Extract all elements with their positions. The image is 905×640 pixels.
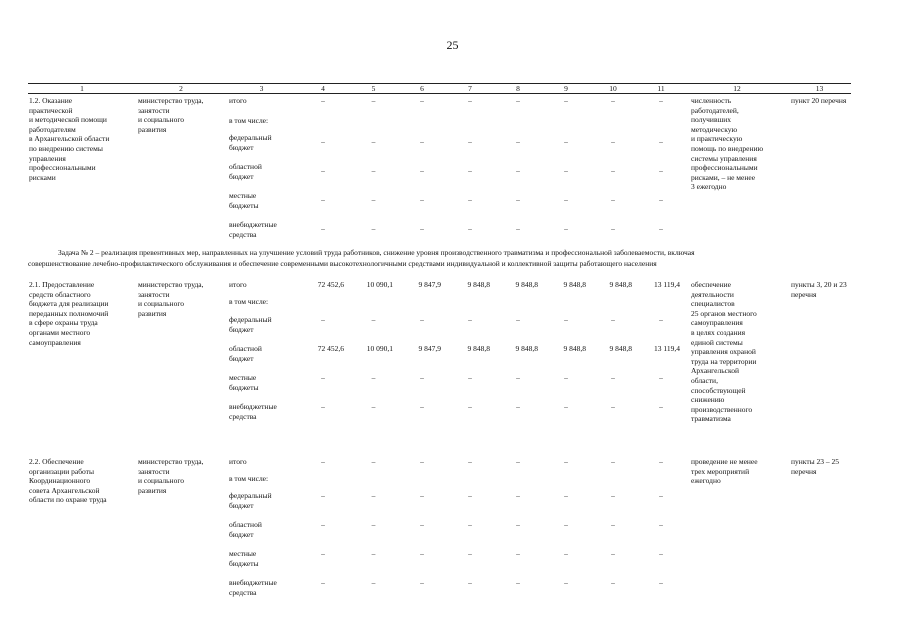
row-1-2-extra-col-9: – bbox=[564, 224, 568, 233]
row-2-2-name: организации работы bbox=[29, 466, 95, 476]
column-header-6: 6 bbox=[420, 84, 424, 93]
row-2-1-regional-col-6: 9 847,9 bbox=[418, 344, 441, 353]
row-2-1-federal-col-6: – bbox=[420, 315, 424, 324]
row-2-1-result: области, bbox=[691, 376, 718, 385]
row-1-2-label-local-2: бюджеты bbox=[229, 200, 259, 210]
row-2-1-result: специалистов bbox=[691, 299, 735, 309]
row-2-1-reference: перечня bbox=[791, 289, 817, 299]
row-2-1-name: 2.1. Предоставление bbox=[29, 280, 95, 289]
row-1-2-total-col-6: – bbox=[420, 96, 424, 105]
row-2-1-extra-col-4: – bbox=[321, 402, 325, 411]
row-2-1-local-col-10: – bbox=[611, 373, 615, 382]
row-2-1-total-col-4: 72 452,6 bbox=[317, 280, 344, 289]
row-1-2-total-col-9: – bbox=[564, 96, 568, 105]
row-2-2-label-extra: внебюджетные bbox=[229, 578, 277, 587]
row-2-2-result: ежегодно bbox=[691, 476, 721, 486]
row-2-2-total-col-10: – bbox=[611, 457, 615, 466]
task-2-heading bbox=[28, 247, 851, 269]
row-1-2-regional-col-4: – bbox=[321, 166, 325, 175]
row-2-1-extra-col-9: – bbox=[564, 402, 568, 411]
row-2-1-executor: занятости bbox=[138, 289, 170, 299]
row-2-2-federal-col-8: – bbox=[516, 491, 520, 500]
row-2-2-label-regional-2: бюджет bbox=[229, 529, 254, 539]
row-1-2-total-col-7: – bbox=[468, 96, 472, 105]
row-2-1-label-total: итого bbox=[229, 280, 247, 289]
row-2-2-total-col-5: – bbox=[371, 457, 376, 466]
row-2-2-result: трех мероприятий bbox=[691, 466, 750, 476]
row-2-1-reference: пункты 3, 20 и 23 bbox=[791, 280, 847, 289]
row-2-1-local-col-5: – bbox=[371, 373, 376, 382]
row-2-1-regional-col-4: 72 452,6 bbox=[317, 344, 344, 353]
column-header-13: 13 bbox=[815, 84, 824, 93]
row-1-2-extra-col-11: – bbox=[659, 224, 663, 233]
row-2-1-result: деятельности bbox=[691, 289, 734, 299]
row-1-2-federal-col-4: – bbox=[321, 137, 325, 146]
row-1-2-label-regional-2: бюджет bbox=[229, 171, 254, 181]
row-2-1-extra-col-5: – bbox=[371, 402, 376, 411]
row-2-1-federal-col-11: – bbox=[659, 315, 663, 324]
row-2-2-federal-col-6: – bbox=[420, 491, 424, 500]
task-2-line-1: Задача № 2 – реализация превентивных мер, направленных на улучшение условий труда работников, снижение уровня производственного травматизма и профессиональной заболеваемости, включая bbox=[58, 248, 695, 257]
row-2-1-total-col-8: 9 848,8 bbox=[515, 280, 538, 289]
table-header-divider bbox=[28, 93, 851, 94]
row-2-2-local-col-8: – bbox=[516, 549, 520, 558]
row-1-2-total-col-10: – bbox=[611, 96, 615, 105]
row-1-2-label-incl: в том числе: bbox=[229, 116, 269, 125]
row-1-2-extra-col-10: – bbox=[611, 224, 615, 233]
row-2-2-federal-col-11: – bbox=[659, 491, 663, 500]
row-2-2-local-col-5: – bbox=[371, 549, 376, 558]
row-2-2-extra-col-4: – bbox=[321, 578, 325, 587]
row-2-1-label-regional-2: бюджет bbox=[229, 353, 254, 363]
row-2-2-local-col-6: – bbox=[420, 549, 424, 558]
row-2-2-extra-col-7: – bbox=[468, 578, 472, 587]
row-1-2-regional-col-5: – bbox=[371, 166, 376, 175]
row-1-2-label-extra-2: средства bbox=[229, 229, 257, 239]
column-header-11: 11 bbox=[657, 84, 665, 93]
row-1-2-federal-col-10: – bbox=[611, 137, 615, 146]
row-2-1-regional-col-9: 9 848,8 bbox=[563, 344, 586, 353]
row-1-2-result: численность bbox=[691, 96, 732, 105]
row-1-2-local-col-10: – bbox=[611, 195, 615, 204]
row-2-2-total-col-8: – bbox=[516, 457, 520, 466]
row-1-2-total-col-4: – bbox=[321, 96, 325, 105]
row-1-2-federal-col-9: – bbox=[564, 137, 568, 146]
row-2-1-local-col-11: – bbox=[659, 373, 663, 382]
row-2-2-total-col-4: – bbox=[321, 457, 325, 466]
row-2-1-extra-col-8: – bbox=[516, 402, 520, 411]
row-1-2-regional-col-8: – bbox=[516, 166, 520, 175]
column-header-8: 8 bbox=[516, 84, 520, 93]
row-2-2-regional-col-6: – bbox=[420, 520, 424, 529]
row-2-2-label-extra-2: средства bbox=[229, 587, 257, 597]
row-1-2-federal-col-7: – bbox=[468, 137, 472, 146]
row-1-2-local-col-8: – bbox=[516, 195, 520, 204]
column-header-12: 12 bbox=[733, 84, 741, 93]
row-1-2-label-federal: федеральный bbox=[229, 133, 272, 142]
column-header-9: 9 bbox=[564, 84, 568, 93]
row-2-1-name: органами местного bbox=[29, 328, 91, 337]
row-1-2-regional-col-9: – bbox=[564, 166, 568, 175]
row-1-2-local-col-9: – bbox=[564, 195, 568, 204]
row-1-2-executor: занятости bbox=[138, 105, 170, 115]
row-2-1-result: 25 органов местного bbox=[691, 308, 757, 318]
row-1-2-result: и практическую bbox=[691, 134, 743, 144]
row-2-1-total-col-10: 9 848,8 bbox=[609, 280, 632, 289]
row-1-2-name: практической bbox=[29, 105, 73, 115]
row-1-2-label-regional: областной bbox=[229, 162, 262, 171]
row-2-2-federal-col-4: – bbox=[321, 491, 325, 500]
row-2-2-extra-col-9: – bbox=[564, 578, 568, 587]
row-2-1-result: снижению bbox=[691, 395, 725, 405]
row-2-1-label-local: местные bbox=[229, 373, 257, 382]
row-1-2-label-local: местные bbox=[229, 191, 257, 200]
row-2-2-label-regional: областной bbox=[229, 520, 262, 529]
row-2-2-federal-col-7: – bbox=[468, 491, 472, 500]
row-2-1-result: единой системы bbox=[691, 337, 743, 347]
row-1-2-executor: и социального bbox=[138, 115, 184, 125]
row-2-2-reference: пункты 23 – 25 bbox=[791, 457, 840, 466]
row-2-2-extra-col-10: – bbox=[611, 578, 615, 587]
row-1-2-local-col-11: – bbox=[659, 195, 663, 204]
row-2-2-regional-col-4: – bbox=[321, 520, 325, 529]
row-2-1-result: самоуправления bbox=[691, 318, 743, 328]
column-header-2: 2 bbox=[179, 84, 183, 93]
row-2-1-executor: министерство труда, bbox=[138, 280, 204, 289]
row-2-1-local-col-4: – bbox=[321, 373, 325, 382]
row-1-2-executor: развития bbox=[138, 124, 167, 134]
row-2-2-label-incl: в том числе: bbox=[229, 474, 269, 483]
row-1-2-name: профессиональными bbox=[29, 163, 96, 173]
row-2-2-extra-col-5: – bbox=[371, 578, 376, 587]
row-2-1-federal-col-10: – bbox=[611, 315, 615, 324]
row-2-2-extra-col-6: – bbox=[420, 578, 424, 587]
row-2-1-executor: развития bbox=[138, 308, 167, 318]
row-2-1-result: труда на территории bbox=[691, 356, 757, 366]
row-2-1-federal-col-4: – bbox=[321, 315, 325, 324]
row-2-1-total-col-6: 9 847,9 bbox=[418, 280, 441, 289]
column-header-5: 5 bbox=[371, 84, 376, 93]
row-1-2-federal-col-8: – bbox=[516, 137, 520, 146]
row-1-2-regional-col-7: – bbox=[468, 166, 472, 175]
row-2-1-label-local-2: бюджеты bbox=[229, 382, 259, 392]
row-1-2-label-federal-2: бюджет bbox=[229, 142, 254, 152]
row-2-1-name: самоуправления bbox=[29, 337, 81, 347]
row-2-2-total-col-7: – bbox=[468, 457, 472, 466]
row-1-2-local-col-4: – bbox=[321, 195, 325, 204]
row-2-2-label-federal-2: бюджет bbox=[229, 500, 254, 510]
row-1-2-label-total: итого bbox=[229, 96, 247, 105]
row-2-1-executor: и социального bbox=[138, 299, 184, 309]
row-2-1-federal-col-7: – bbox=[468, 315, 472, 324]
row-1-2-name: рисками bbox=[29, 172, 56, 182]
row-2-1-federal-col-9: – bbox=[564, 315, 568, 324]
row-2-1-local-col-6: – bbox=[420, 373, 424, 382]
row-1-2-extra-col-8: – bbox=[516, 224, 520, 233]
row-1-2-result: работодателей, bbox=[691, 105, 739, 115]
row-1-2-name: и методической помощи bbox=[29, 115, 107, 125]
row-1-2-name: в Архангельской области bbox=[29, 134, 110, 144]
row-2-2-local-col-4: – bbox=[321, 549, 325, 558]
column-header-1: 1 bbox=[80, 84, 84, 93]
row-2-1-label-incl: в том числе: bbox=[229, 297, 269, 306]
row-2-2-regional-col-9: – bbox=[564, 520, 568, 529]
row-2-2-regional-col-5: – bbox=[371, 520, 376, 529]
row-2-1-result: в целях создания bbox=[691, 328, 746, 337]
row-2-2-label-total: итого bbox=[229, 457, 247, 466]
column-header-3: 3 bbox=[259, 84, 264, 93]
row-1-2-result: профессиональными bbox=[691, 163, 758, 173]
row-1-2-reference: пункт 20 перечня bbox=[791, 96, 847, 105]
row-2-1-name: переданных полномочий bbox=[29, 308, 109, 318]
row-2-2-regional-col-7: – bbox=[468, 520, 472, 529]
row-2-1-result: Архангельской bbox=[691, 366, 739, 376]
row-2-2-local-col-11: – bbox=[659, 549, 663, 558]
row-1-2-total-col-5: – bbox=[371, 96, 376, 105]
row-1-2-result: системы управления bbox=[691, 153, 757, 163]
row-2-1-local-col-9: – bbox=[564, 373, 568, 382]
row-1-2-extra-col-5: – bbox=[371, 224, 376, 233]
row-2-1-federal-col-8: – bbox=[516, 315, 520, 324]
row-1-2-name: работодателям bbox=[29, 124, 76, 134]
row-1-2-executor: министерство труда, bbox=[138, 96, 204, 105]
row-1-2-label-extra: внебюджетные bbox=[229, 220, 277, 229]
row-2-1-label-federal: федеральный bbox=[229, 315, 272, 324]
row-2-2-extra-col-8: – bbox=[516, 578, 520, 587]
row-2-2-local-col-10: – bbox=[611, 549, 615, 558]
row-2-1-result: обеспечение bbox=[691, 280, 731, 289]
row-2-1-total-col-9: 9 848,8 bbox=[563, 280, 586, 289]
row-2-1-regional-col-10: 9 848,8 bbox=[609, 344, 632, 353]
row-2-1-regional-col-11: 13 119,4 bbox=[654, 344, 680, 353]
row-1-2-total-col-11: – bbox=[659, 96, 663, 105]
row-2-1-name: в сфере охраны труда bbox=[29, 318, 98, 328]
row-2-1-result: способствующей bbox=[691, 385, 746, 395]
task-2-line-2: совершенствование лечебно-профилактического обслуживания и обеспечение современными высокотехнологичными средствами индивидуальной и коллективной защиты работающего населения bbox=[28, 259, 657, 268]
row-1-2-total-col-8: – bbox=[516, 96, 520, 105]
row-2-2-federal-col-9: – bbox=[564, 491, 568, 500]
row-2-2-name: 2.2. Обеспечение bbox=[29, 457, 84, 466]
row-2-1-local-col-7: – bbox=[468, 373, 472, 382]
row-2-1-result: управления охраной bbox=[691, 347, 756, 357]
row-1-2-result: рисками, – не менее bbox=[691, 172, 756, 182]
column-header-10: 10 bbox=[609, 84, 617, 93]
row-1-2-regional-col-10: – bbox=[611, 166, 615, 175]
row-2-2-name: Координационного bbox=[29, 476, 91, 486]
row-1-2-name: управления bbox=[29, 153, 66, 163]
row-2-2-regional-col-8: – bbox=[516, 520, 520, 529]
row-1-2-local-col-7: – bbox=[468, 195, 472, 204]
row-2-2-executor: занятости bbox=[138, 466, 170, 476]
row-2-1-label-extra: внебюджетные bbox=[229, 402, 277, 411]
row-2-2-executor: развития bbox=[138, 485, 167, 495]
row-1-2-federal-col-5: – bbox=[371, 137, 376, 146]
row-1-2-extra-col-7: – bbox=[468, 224, 472, 233]
row-2-1-result: травматизма bbox=[691, 414, 731, 424]
row-1-2-name: по внедрению системы bbox=[29, 144, 103, 153]
row-2-1-extra-col-6: – bbox=[420, 402, 424, 411]
row-2-2-label-local: местные bbox=[229, 549, 257, 558]
row-2-1-federal-col-5: – bbox=[371, 315, 376, 324]
row-2-1-name: бюджета для реализации bbox=[29, 299, 109, 309]
row-2-2-executor: министерство труда, bbox=[138, 457, 204, 466]
row-2-2-extra-col-11: – bbox=[659, 578, 663, 587]
column-header-4: 4 bbox=[321, 84, 325, 93]
row-2-2-label-federal: федеральный bbox=[229, 491, 272, 500]
row-1-2-local-col-5: – bbox=[371, 195, 376, 204]
row-2-2-reference: перечня bbox=[791, 466, 817, 476]
row-2-2-federal-col-5: – bbox=[371, 491, 376, 500]
row-2-2-name: совета Архангельской bbox=[29, 485, 100, 495]
row-2-1-regional-col-8: 9 848,8 bbox=[515, 344, 538, 353]
row-2-2-total-col-6: – bbox=[420, 457, 424, 466]
row-2-2-local-col-9: – bbox=[564, 549, 568, 558]
row-2-1-local-col-8: – bbox=[516, 373, 520, 382]
row-2-1-total-col-5: 10 090,1 bbox=[366, 280, 393, 289]
row-2-1-extra-col-10: – bbox=[611, 402, 615, 411]
row-2-2-federal-col-10: – bbox=[611, 491, 615, 500]
row-1-2-result: методическую bbox=[691, 124, 738, 134]
row-2-1-extra-col-7: – bbox=[468, 402, 472, 411]
row-2-2-name: области по охране труда bbox=[29, 495, 107, 505]
row-1-2-extra-col-4: – bbox=[321, 224, 325, 233]
row-1-2-result: получивших bbox=[691, 115, 732, 125]
row-2-2-result: проведение не менее bbox=[691, 457, 758, 466]
row-2-1-extra-col-11: – bbox=[659, 402, 663, 411]
row-2-1-regional-col-7: 9 848,8 bbox=[467, 344, 490, 353]
row-1-2-result: 3 ежегодно bbox=[691, 182, 727, 192]
row-2-2-regional-col-11: – bbox=[659, 520, 663, 529]
row-1-2-federal-col-11: – bbox=[659, 137, 663, 146]
row-1-2-extra-col-6: – bbox=[420, 224, 424, 233]
row-2-2-local-col-7: – bbox=[468, 549, 472, 558]
row-1-2-result: помощь по внедрению bbox=[691, 144, 764, 153]
row-1-2-federal-col-6: – bbox=[420, 137, 424, 146]
row-1-2-regional-col-6: – bbox=[420, 166, 424, 175]
column-header-7: 7 bbox=[468, 84, 472, 93]
row-2-2-total-col-11: – bbox=[659, 457, 663, 466]
row-2-1-regional-col-5: 10 090,1 bbox=[366, 344, 393, 353]
row-1-2-name: 1.2. Оказание bbox=[29, 96, 73, 105]
row-2-2-regional-col-10: – bbox=[611, 520, 615, 529]
row-2-1-name: средств областного bbox=[29, 289, 91, 299]
row-2-1-total-col-7: 9 848,8 bbox=[467, 280, 490, 289]
page-number: 25 bbox=[446, 38, 459, 52]
row-2-1-label-regional: областной bbox=[229, 344, 262, 353]
row-2-2-label-local-2: бюджеты bbox=[229, 558, 259, 568]
row-2-2-executor: и социального bbox=[138, 476, 184, 486]
row-1-2-regional-col-11: – bbox=[659, 166, 663, 175]
row-2-1-label-federal-2: бюджет bbox=[229, 324, 254, 334]
row-2-1-total-col-11: 13 119,4 bbox=[654, 280, 680, 289]
row-1-2-local-col-6: – bbox=[420, 195, 424, 204]
row-2-1-label-extra-2: средства bbox=[229, 411, 257, 421]
row-2-2-total-col-9: – bbox=[564, 457, 568, 466]
row-2-1-result: производственного bbox=[691, 404, 753, 414]
